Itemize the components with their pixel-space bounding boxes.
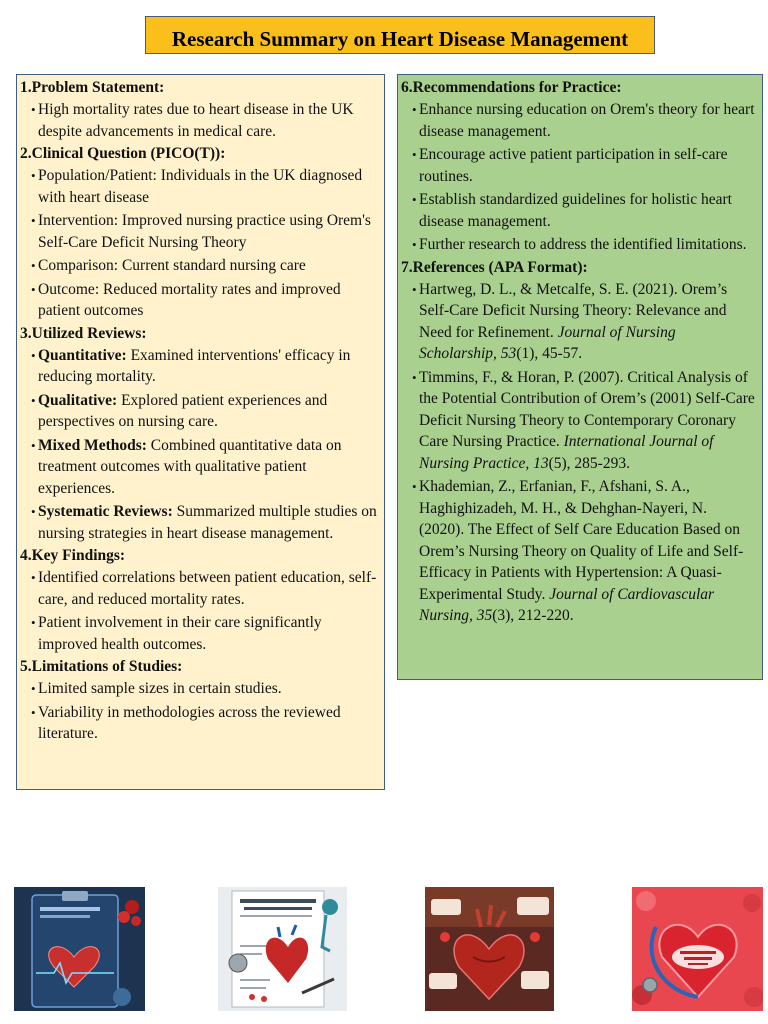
bullet-icon: • [412, 102, 417, 117]
bullet-icon: • [412, 369, 417, 385]
title-banner [145, 16, 655, 54]
bullet-icon: • [31, 704, 36, 720]
item-text: Variability in methodologies across the reviewed literature. [38, 703, 341, 742]
item-text: Limited sample sizes in certain studies. [38, 680, 282, 697]
bullet-icon: • [31, 347, 36, 363]
right-recommendations-panel [397, 74, 763, 680]
list-item [20, 255, 378, 277]
section-heading: 3.Utilized Reviews: [20, 324, 147, 342]
bullet-icon: • [31, 504, 36, 519]
bullet-icon: • [31, 102, 36, 117]
bullet-icon: • [412, 281, 417, 297]
item-text: Encourage active patient participation in self-care routines. [419, 146, 728, 185]
item-text: Enhance nursing education on Orem's theory for heart disease management. [419, 101, 755, 140]
list-item [401, 234, 756, 256]
reference-citation: Timmins, F., & Horan, P. (2007). Critical Analysis of the Potential Contribution of Orem’s (2001) Self-Care Deficit Nursing Theory to Contemporary Coronary Care Nursing Practice. [419, 368, 755, 450]
page-title: Research Summary on Heart Disease Management [171, 26, 629, 51]
item-text: Outcome: Reduced mortality rates and improved patient outcomes [38, 280, 341, 319]
item-lead: Systematic Reviews: [38, 503, 173, 520]
anatomical-heart-poster-illustration [425, 887, 554, 1011]
reference-citation: Khademian, Z., Erfanian, F., Afshani, S. A., Haghighizadeh, M. H., & Dehghan-Nayeri, N. (2020). The Effect of Self Care Education Based on Orem’s Nursing Theory on Quality of Life and Self-Efficacy in Patients with Hypertension: A Quasi-Experimental Study. [419, 478, 744, 603]
bullet-icon: • [31, 258, 36, 273]
list-item [20, 678, 378, 700]
item-lead: Mixed Methods: [38, 436, 147, 454]
section-heading: 7.References (APA Format): [401, 258, 588, 276]
item-text: Identified correlations between patient education, self-care, and reduced mortality rates. [38, 569, 377, 608]
left-summary-panel [16, 74, 385, 790]
bullet-icon: • [31, 281, 36, 297]
list-item [401, 99, 756, 142]
item-text: Combined quantitative data on treatment outcomes with qualitative patient experiences. [38, 436, 342, 497]
nursing-theory-sheet-illustration [218, 887, 347, 1011]
reference-item [401, 367, 756, 475]
reference-pages: (5), 285-293. [548, 454, 630, 472]
bullet-icon: • [31, 681, 36, 696]
reference-journal: Journal of Cardiovascular Nursing, 35 [419, 585, 715, 624]
item-lead: Quantitative: [38, 346, 127, 364]
reference-item [401, 279, 756, 365]
list-item [20, 99, 378, 142]
reference-journal: Journal of Nursing Scholarship, 53 [419, 323, 676, 362]
bullet-icon: • [31, 615, 36, 630]
list-item [20, 279, 378, 322]
bullet-icon: • [31, 168, 36, 183]
reference-citation: Hartweg, D. L., & Metcalfe, S. E. (2021). Orem’s Self-Care Deficit Nursing Theory: Relevance and Need for Refinement. [419, 280, 728, 341]
section-heading: 4.Key Findings: [20, 547, 126, 564]
bullet-icon: • [31, 570, 36, 585]
list-item [20, 345, 378, 388]
section-heading: 2.Clinical Question (PICO(T)): [20, 145, 226, 162]
list-item [20, 165, 378, 208]
item-text: Summarized multiple studies on nursing strategies in heart disease management. [38, 503, 377, 542]
list-item [20, 390, 378, 433]
bullet-icon: • [412, 237, 417, 252]
bullet-icon: • [31, 392, 36, 408]
bullet-icon: • [412, 147, 417, 162]
section-heading: 1.Problem Statement: [20, 79, 165, 96]
list-item [20, 567, 378, 610]
section-heading: 5.Limitations of Studies: [20, 658, 183, 675]
bullet-icon: • [31, 213, 36, 228]
list-item [20, 501, 378, 544]
list-item [20, 702, 378, 745]
item-text: Explored patient experiences and perspectives on nursing care. [38, 391, 328, 430]
list-item [401, 189, 756, 232]
bullet-icon: • [412, 479, 417, 494]
item-text: Patient involvement in their care significantly improved health outcomes. [38, 614, 322, 653]
item-text: Intervention: Improved nursing practice using Orem's Self-Care Deficit Nursing Theory [38, 212, 371, 251]
reference-pages: (1), 45-57. [516, 345, 583, 362]
item-text: High mortality rates due to heart disease in the UK despite advancements in medical care. [38, 101, 354, 140]
item-text: Establish standardized guidelines for holistic heart disease management. [419, 191, 732, 230]
list-item [20, 612, 378, 655]
heart-stethoscope-illustration [632, 887, 763, 1011]
item-text: Comparison: Current standard nursing care [38, 257, 306, 274]
list-item [20, 435, 378, 500]
item-text: Further research to address the identified limitations. [419, 236, 747, 253]
reference-item [401, 476, 756, 627]
section-heading: 6.Recommendations for Practice: [401, 79, 622, 96]
list-item [401, 144, 756, 187]
list-item [20, 210, 378, 253]
reference-journal: International Journal of Nursing Practice, 13 [419, 433, 714, 472]
item-text: Population/Patient: Individuals in the UK diagnosed with heart disease [38, 167, 363, 206]
reference-pages: (3), 212-220. [492, 607, 574, 624]
item-text: Examined interventions' efficacy in reducing mortality. [38, 346, 351, 385]
clipboard-heart-illustration [14, 887, 145, 1011]
item-lead: Qualitative: [38, 391, 118, 409]
bullet-icon: • [412, 192, 417, 207]
bullet-icon: • [31, 437, 36, 453]
